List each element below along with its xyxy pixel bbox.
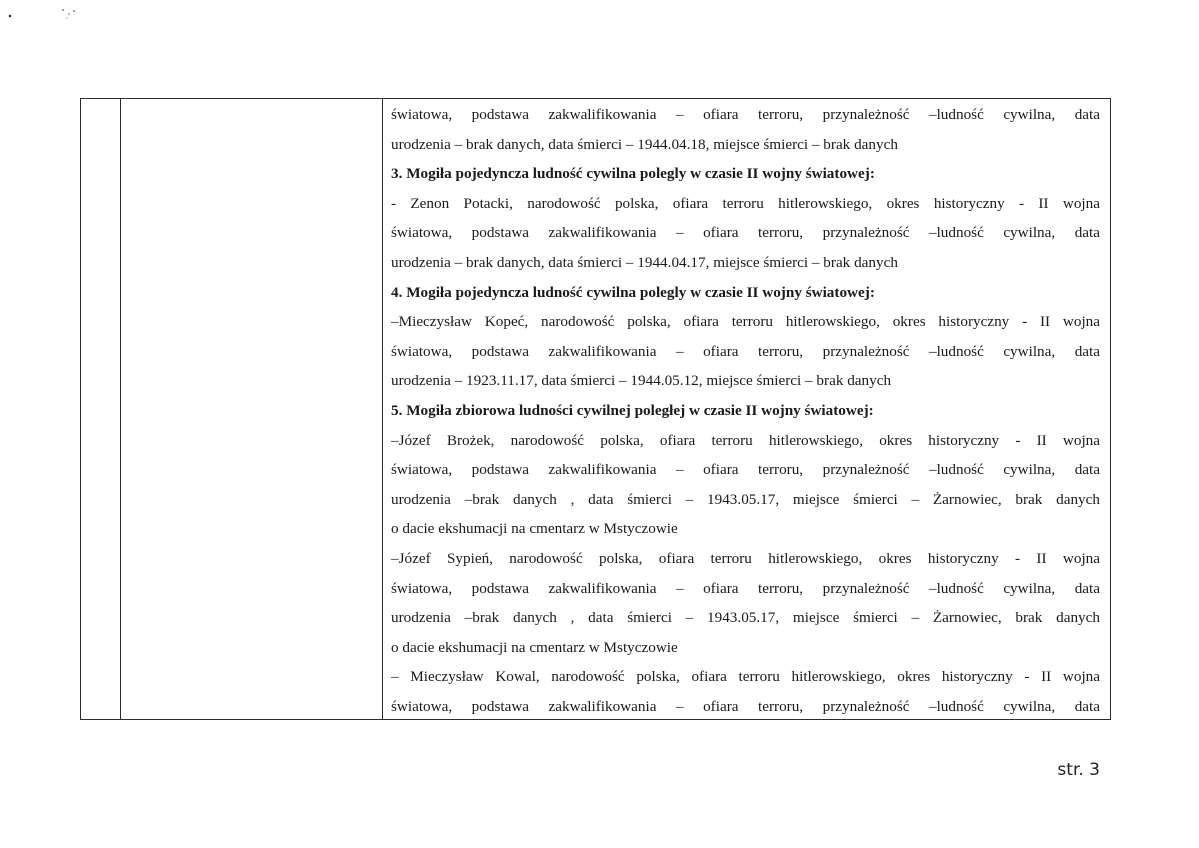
document-table [80,98,1111,720]
text-line: o dacie ekshumacji na cmentarz w Mstyczowie [391,520,678,538]
section-heading: 4. Mogiła pojedyncza ludność cywilna polegly w czasie II wojny światowej: [391,283,875,301]
text-line: –Mieczysław Kopeć, narodowość polska, ofiara terroru hitlerowskiego, okres historyczny - II wojna [391,313,1100,331]
text-line: światowa, podstawa zakwalifikowania – ofiara terroru, przynależność –ludność cywilna, data [391,224,1100,242]
text-line: urodzenia –brak danych , data śmierci – 1943.05.17, miejsce śmierci – Żarnowiec, brak danych [391,490,1100,508]
section-heading: 5. Mogiła zbiorowa ludności cywilnej poległej w czasie II wojny światowej: [391,401,874,419]
scan-specks [6,4,86,24]
text-line: –Józef Sypień, narodowość polska, ofiara terroru hitlerowskiego, okres historyczny - II wojna [391,549,1100,567]
description-text [391,100,1100,721]
table-column-object [121,99,383,719]
table-column-number [81,99,121,719]
text-line: –Józef Brożek, narodowość polska, ofiara terroru hitlerowskiego, okres historyczny - II wojna [391,431,1100,449]
text-line: urodzenia – brak danych, data śmierci – 1944.04.18, miejsce śmierci – brak danych [391,135,898,153]
page-number: str. 3 [1057,760,1100,780]
text-line: światowa, podstawa zakwalifikowania – ofiara terroru, przynależność –ludność cywilna, data [391,461,1100,479]
text-line: urodzenia –brak danych , data śmierci – 1943.05.17, miejsce śmierci – Żarnowiec, brak danych [391,609,1100,627]
text-line: – Mieczysław Kowal, narodowość polska, ofiara terroru hitlerowskiego, okres historyczny - II wojna [391,668,1100,686]
text-line: światowa, podstawa zakwalifikowania – ofiara terroru, przynależność –ludność cywilna, data [391,579,1100,597]
text-line: urodzenia – brak danych, data śmierci – 1944.04.17, miejsce śmierci – brak danych [391,253,898,271]
section-heading: 3. Mogiła pojedyncza ludność cywilna polegly w czasie II wojny światowej: [391,165,875,183]
text-line: światowa, podstawa zakwalifikowania – ofiara terroru, przynależność –ludność cywilna, data [391,697,1100,715]
text-line: światowa, podstawa zakwalifikowania – ofiara terroru, przynależność –ludność cywilna, data [391,106,1100,123]
text-line: urodzenia – 1923.11.17, data śmierci – 1944.05.12, miejsce śmierci – brak danych [391,372,892,390]
table-column-description [383,99,1110,719]
text-line: - Zenon Potacki, narodowość polska, ofiara terroru hitlerowskiego, okres historyczny - II wojna [391,194,1100,212]
text-line: światowa, podstawa zakwalifikowania – ofiara terroru, przynależność –ludność cywilna, data [391,342,1100,360]
text-line: o dacie ekshumacji na cmentarz w Mstyczowie [391,638,678,656]
